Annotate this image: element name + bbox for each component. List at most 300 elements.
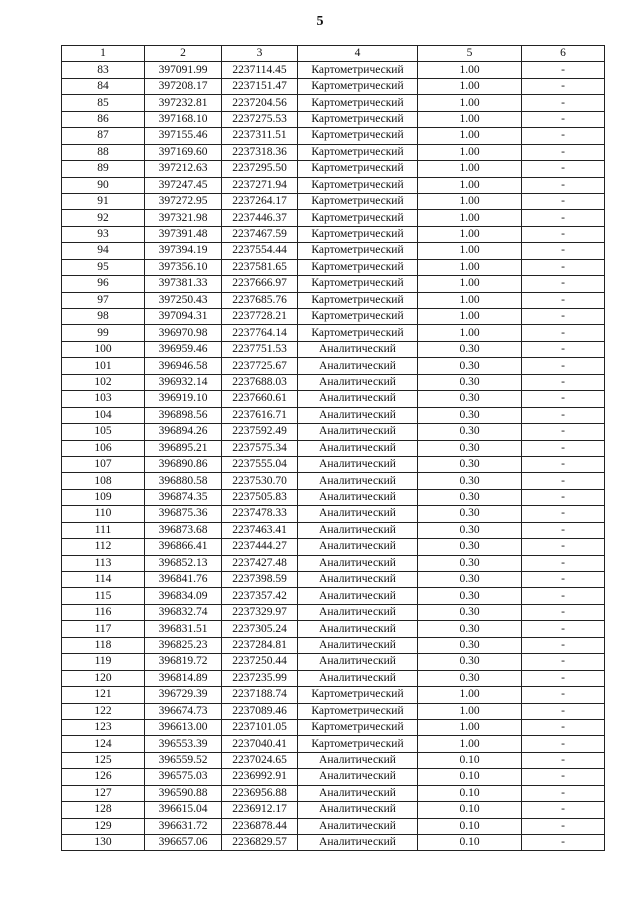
method-cell: Картометрический: [298, 736, 418, 752]
method-cell: Аналитический: [298, 374, 418, 390]
accuracy-cell: 1.00: [418, 177, 522, 193]
table-row: [62, 835, 605, 851]
method-cell: Аналитический: [298, 604, 418, 620]
accuracy-cell: 0.30: [418, 341, 522, 357]
method-cell: Картометрический: [298, 687, 418, 703]
y-coordinate-cell: 2237444.27: [222, 539, 298, 555]
accuracy-cell: 0.10: [418, 769, 522, 785]
x-coordinate-cell: 396553.39: [145, 736, 222, 752]
note-cell: -: [522, 736, 605, 752]
x-coordinate-cell: 397247.45: [145, 177, 222, 193]
method-cell: Картометрический: [298, 62, 418, 78]
note-cell: -: [522, 95, 605, 111]
y-coordinate-cell: 2237311.51: [222, 128, 298, 144]
point-number-cell: 91: [62, 193, 145, 209]
note-cell: -: [522, 489, 605, 505]
accuracy-cell: 0.30: [418, 506, 522, 522]
table-row: [62, 78, 605, 94]
table-row: [62, 572, 605, 588]
point-number-cell: 124: [62, 736, 145, 752]
x-coordinate-cell: 396559.52: [145, 752, 222, 768]
accuracy-cell: 0.30: [418, 621, 522, 637]
table-row: [62, 473, 605, 489]
table-row: [62, 588, 605, 604]
point-number-cell: 104: [62, 407, 145, 423]
table-row: [62, 325, 605, 341]
point-number-cell: 95: [62, 259, 145, 275]
y-coordinate-cell: 2237688.03: [222, 374, 298, 390]
method-cell: Картометрический: [298, 161, 418, 177]
y-coordinate-cell: 2237295.50: [222, 161, 298, 177]
y-coordinate-cell: 2237318.36: [222, 144, 298, 160]
x-coordinate-cell: 397208.17: [145, 78, 222, 94]
y-coordinate-cell: 2237616.71: [222, 407, 298, 423]
x-coordinate-cell: 397169.60: [145, 144, 222, 160]
note-cell: -: [522, 637, 605, 653]
note-cell: -: [522, 193, 605, 209]
table-row: [62, 111, 605, 127]
y-coordinate-cell: 2237024.65: [222, 752, 298, 768]
note-cell: -: [522, 572, 605, 588]
accuracy-cell: 1.00: [418, 62, 522, 78]
point-number-cell: 121: [62, 687, 145, 703]
header-row: [62, 46, 605, 62]
method-cell: Аналитический: [298, 621, 418, 637]
x-coordinate-cell: 396932.14: [145, 374, 222, 390]
note-cell: -: [522, 456, 605, 472]
note-cell: -: [522, 703, 605, 719]
note-cell: -: [522, 687, 605, 703]
table-row: [62, 309, 605, 325]
accuracy-cell: 1.00: [418, 210, 522, 226]
accuracy-cell: 1.00: [418, 226, 522, 242]
note-cell: -: [522, 276, 605, 292]
x-coordinate-cell: 396866.41: [145, 539, 222, 555]
y-coordinate-cell: 2236992.91: [222, 769, 298, 785]
accuracy-cell: 0.30: [418, 456, 522, 472]
method-cell: Картометрический: [298, 259, 418, 275]
x-coordinate-cell: 396825.23: [145, 637, 222, 653]
table-row: [62, 621, 605, 637]
accuracy-cell: 0.30: [418, 407, 522, 423]
y-coordinate-cell: 2237467.59: [222, 226, 298, 242]
y-coordinate-cell: 2237089.46: [222, 703, 298, 719]
accuracy-cell: 0.30: [418, 654, 522, 670]
y-coordinate-cell: 2237592.49: [222, 424, 298, 440]
accuracy-cell: 0.30: [418, 555, 522, 571]
accuracy-cell: 1.00: [418, 719, 522, 735]
point-number-cell: 103: [62, 391, 145, 407]
accuracy-cell: 0.30: [418, 374, 522, 390]
note-cell: -: [522, 177, 605, 193]
page-number: 5: [316, 14, 324, 29]
point-number-cell: 98: [62, 309, 145, 325]
method-cell: Аналитический: [298, 572, 418, 588]
y-coordinate-cell: 2237478.33: [222, 506, 298, 522]
method-cell: Аналитический: [298, 835, 418, 851]
table-row: [62, 539, 605, 555]
method-cell: Картометрический: [298, 177, 418, 193]
point-number-cell: 115: [62, 588, 145, 604]
method-cell: Аналитический: [298, 637, 418, 653]
x-coordinate-cell: 396674.73: [145, 703, 222, 719]
point-number-cell: 117: [62, 621, 145, 637]
x-coordinate-cell: 396873.68: [145, 522, 222, 538]
accuracy-cell: 1.00: [418, 111, 522, 127]
accuracy-cell: 0.30: [418, 604, 522, 620]
accuracy-cell: 0.30: [418, 358, 522, 374]
method-cell: Аналитический: [298, 654, 418, 670]
note-cell: -: [522, 752, 605, 768]
y-coordinate-cell: 2237398.59: [222, 572, 298, 588]
table-row: [62, 785, 605, 801]
x-coordinate-cell: 397250.43: [145, 292, 222, 308]
method-cell: Аналитический: [298, 588, 418, 604]
method-cell: Аналитический: [298, 802, 418, 818]
note-cell: -: [522, 210, 605, 226]
point-number-cell: 123: [62, 719, 145, 735]
header-cell-5: 5: [418, 46, 522, 62]
point-number-cell: 127: [62, 785, 145, 801]
x-coordinate-cell: 396946.58: [145, 358, 222, 374]
accuracy-cell: 0.30: [418, 522, 522, 538]
point-number-cell: 88: [62, 144, 145, 160]
table-row: [62, 259, 605, 275]
point-number-cell: 90: [62, 177, 145, 193]
accuracy-cell: 1.00: [418, 128, 522, 144]
method-cell: Аналитический: [298, 670, 418, 686]
y-coordinate-cell: 2237305.24: [222, 621, 298, 637]
table-row: [62, 226, 605, 242]
accuracy-cell: 1.00: [418, 144, 522, 160]
y-coordinate-cell: 2237751.53: [222, 341, 298, 357]
accuracy-cell: 1.00: [418, 161, 522, 177]
x-coordinate-cell: 396615.04: [145, 802, 222, 818]
point-number-cell: 122: [62, 703, 145, 719]
x-coordinate-cell: 397212.63: [145, 161, 222, 177]
y-coordinate-cell: 2237188.74: [222, 687, 298, 703]
x-coordinate-cell: 397094.31: [145, 309, 222, 325]
note-cell: -: [522, 785, 605, 801]
point-number-cell: 118: [62, 637, 145, 653]
point-number-cell: 109: [62, 489, 145, 505]
x-coordinate-cell: 396613.00: [145, 719, 222, 735]
accuracy-cell: 1.00: [418, 78, 522, 94]
note-cell: -: [522, 243, 605, 259]
y-coordinate-cell: 2236829.57: [222, 835, 298, 851]
note-cell: -: [522, 769, 605, 785]
point-number-cell: 106: [62, 440, 145, 456]
point-number-cell: 126: [62, 769, 145, 785]
accuracy-cell: 0.30: [418, 440, 522, 456]
x-coordinate-cell: 397232.81: [145, 95, 222, 111]
note-cell: -: [522, 226, 605, 242]
table-row: [62, 604, 605, 620]
accuracy-cell: 0.30: [418, 539, 522, 555]
x-coordinate-cell: 396834.09: [145, 588, 222, 604]
table-row: [62, 210, 605, 226]
header-cell-3: 3: [222, 46, 298, 62]
point-number-cell: 97: [62, 292, 145, 308]
point-number-cell: 85: [62, 95, 145, 111]
table-row: [62, 161, 605, 177]
x-coordinate-cell: 397394.19: [145, 243, 222, 259]
point-number-cell: 112: [62, 539, 145, 555]
method-cell: Картометрический: [298, 78, 418, 94]
table-row: [62, 374, 605, 390]
accuracy-cell: 1.00: [418, 736, 522, 752]
method-cell: Картометрический: [298, 210, 418, 226]
point-number-cell: 116: [62, 604, 145, 620]
note-cell: -: [522, 62, 605, 78]
table-row: [62, 802, 605, 818]
x-coordinate-cell: 397391.48: [145, 226, 222, 242]
y-coordinate-cell: 2237329.97: [222, 604, 298, 620]
y-coordinate-cell: 2237530.70: [222, 473, 298, 489]
note-cell: -: [522, 424, 605, 440]
x-coordinate-cell: 396852.13: [145, 555, 222, 571]
note-cell: -: [522, 292, 605, 308]
table-row: [62, 703, 605, 719]
point-number-cell: 83: [62, 62, 145, 78]
point-number-cell: 94: [62, 243, 145, 259]
accuracy-cell: 1.00: [418, 309, 522, 325]
note-cell: -: [522, 621, 605, 637]
y-coordinate-cell: 2237235.99: [222, 670, 298, 686]
table-row: [62, 654, 605, 670]
table-row: [62, 752, 605, 768]
method-cell: Картометрический: [298, 292, 418, 308]
y-coordinate-cell: 2237660.61: [222, 391, 298, 407]
x-coordinate-cell: 396895.21: [145, 440, 222, 456]
table-row: [62, 144, 605, 160]
table-row: [62, 193, 605, 209]
x-coordinate-cell: 396894.26: [145, 424, 222, 440]
x-coordinate-cell: 396919.10: [145, 391, 222, 407]
table-row: [62, 670, 605, 686]
table-header: [62, 46, 605, 62]
y-coordinate-cell: 2237357.42: [222, 588, 298, 604]
note-cell: -: [522, 161, 605, 177]
note-cell: -: [522, 539, 605, 555]
y-coordinate-cell: 2237151.47: [222, 78, 298, 94]
note-cell: -: [522, 522, 605, 538]
note-cell: -: [522, 835, 605, 851]
method-cell: Картометрический: [298, 144, 418, 160]
y-coordinate-cell: 2237275.53: [222, 111, 298, 127]
x-coordinate-cell: 396841.76: [145, 572, 222, 588]
header-cell-1: 1: [62, 46, 145, 62]
accuracy-cell: 0.30: [418, 572, 522, 588]
y-coordinate-cell: 2236878.44: [222, 818, 298, 834]
method-cell: Аналитический: [298, 539, 418, 555]
accuracy-cell: 0.30: [418, 424, 522, 440]
point-number-cell: 101: [62, 358, 145, 374]
table-row: [62, 276, 605, 292]
method-cell: Картометрический: [298, 703, 418, 719]
point-number-cell: 111: [62, 522, 145, 538]
point-number-cell: 86: [62, 111, 145, 127]
method-cell: Картометрический: [298, 226, 418, 242]
note-cell: -: [522, 78, 605, 94]
y-coordinate-cell: 2237114.45: [222, 62, 298, 78]
method-cell: Картометрический: [298, 276, 418, 292]
y-coordinate-cell: 2236912.17: [222, 802, 298, 818]
table-row: [62, 292, 605, 308]
note-cell: -: [522, 440, 605, 456]
x-coordinate-cell: 396970.98: [145, 325, 222, 341]
x-coordinate-cell: 397091.99: [145, 62, 222, 78]
x-coordinate-cell: 396959.46: [145, 341, 222, 357]
note-cell: -: [522, 555, 605, 571]
method-cell: Аналитический: [298, 769, 418, 785]
point-number-cell: 89: [62, 161, 145, 177]
method-cell: Аналитический: [298, 440, 418, 456]
table-row: [62, 818, 605, 834]
y-coordinate-cell: 2237764.14: [222, 325, 298, 341]
y-coordinate-cell: 2237555.04: [222, 456, 298, 472]
note-cell: -: [522, 128, 605, 144]
method-cell: Картометрический: [298, 193, 418, 209]
x-coordinate-cell: 396657.06: [145, 835, 222, 851]
note-cell: -: [522, 719, 605, 735]
accuracy-cell: 0.10: [418, 818, 522, 834]
x-coordinate-cell: 396729.39: [145, 687, 222, 703]
table-row: [62, 440, 605, 456]
method-cell: Аналитический: [298, 555, 418, 571]
accuracy-cell: 1.00: [418, 259, 522, 275]
x-coordinate-cell: 397356.10: [145, 259, 222, 275]
point-number-cell: 114: [62, 572, 145, 588]
accuracy-cell: 1.00: [418, 292, 522, 308]
method-cell: Аналитический: [298, 752, 418, 768]
method-cell: Аналитический: [298, 473, 418, 489]
accuracy-cell: 0.30: [418, 489, 522, 505]
x-coordinate-cell: 396814.89: [145, 670, 222, 686]
accuracy-cell: 1.00: [418, 703, 522, 719]
x-coordinate-cell: 396590.88: [145, 785, 222, 801]
header-cell-6: 6: [522, 46, 605, 62]
accuracy-cell: 1.00: [418, 95, 522, 111]
note-cell: -: [522, 604, 605, 620]
y-coordinate-cell: 2237427.48: [222, 555, 298, 571]
point-number-cell: 108: [62, 473, 145, 489]
table-row: [62, 736, 605, 752]
x-coordinate-cell: 397155.46: [145, 128, 222, 144]
point-number-cell: 84: [62, 78, 145, 94]
table-row: [62, 358, 605, 374]
point-number-cell: 129: [62, 818, 145, 834]
method-cell: Аналитический: [298, 489, 418, 505]
y-coordinate-cell: 2237040.41: [222, 736, 298, 752]
table-row: [62, 391, 605, 407]
table-row: [62, 687, 605, 703]
point-number-cell: 96: [62, 276, 145, 292]
x-coordinate-cell: 396875.36: [145, 506, 222, 522]
accuracy-cell: 0.30: [418, 473, 522, 489]
method-cell: Аналитический: [298, 341, 418, 357]
y-coordinate-cell: 2237666.97: [222, 276, 298, 292]
y-coordinate-cell: 2237264.17: [222, 193, 298, 209]
accuracy-cell: 0.30: [418, 637, 522, 653]
note-cell: -: [522, 473, 605, 489]
table-row: [62, 128, 605, 144]
y-coordinate-cell: 2237728.21: [222, 309, 298, 325]
note-cell: -: [522, 588, 605, 604]
method-cell: Аналитический: [298, 506, 418, 522]
x-coordinate-cell: 397381.33: [145, 276, 222, 292]
table-row: [62, 424, 605, 440]
x-coordinate-cell: 396832.74: [145, 604, 222, 620]
accuracy-cell: 1.00: [418, 325, 522, 341]
point-number-cell: 128: [62, 802, 145, 818]
x-coordinate-cell: 397272.95: [145, 193, 222, 209]
table-row: [62, 555, 605, 571]
table-row: [62, 407, 605, 423]
x-coordinate-cell: 396880.58: [145, 473, 222, 489]
note-cell: -: [522, 802, 605, 818]
table-row: [62, 95, 605, 111]
note-cell: -: [522, 111, 605, 127]
table-row: [62, 456, 605, 472]
table-row: [62, 506, 605, 522]
point-number-cell: 120: [62, 670, 145, 686]
point-number-cell: 130: [62, 835, 145, 851]
accuracy-cell: 0.10: [418, 752, 522, 768]
x-coordinate-cell: 396874.35: [145, 489, 222, 505]
method-cell: Картометрический: [298, 325, 418, 341]
y-coordinate-cell: 2237101.05: [222, 719, 298, 735]
accuracy-cell: 0.30: [418, 391, 522, 407]
method-cell: Аналитический: [298, 456, 418, 472]
point-number-cell: 100: [62, 341, 145, 357]
method-cell: Картометрический: [298, 243, 418, 259]
table-row: [62, 719, 605, 735]
note-cell: -: [522, 325, 605, 341]
x-coordinate-cell: 396898.56: [145, 407, 222, 423]
y-coordinate-cell: 2237463.41: [222, 522, 298, 538]
accuracy-cell: 0.10: [418, 802, 522, 818]
y-coordinate-cell: 2237250.44: [222, 654, 298, 670]
point-number-cell: 113: [62, 555, 145, 571]
table-body: [62, 62, 605, 851]
y-coordinate-cell: 2237446.37: [222, 210, 298, 226]
accuracy-cell: 1.00: [418, 243, 522, 259]
table-row: [62, 341, 605, 357]
accuracy-cell: 0.30: [418, 588, 522, 604]
method-cell: Картометрический: [298, 719, 418, 735]
x-coordinate-cell: 396819.72: [145, 654, 222, 670]
y-coordinate-cell: 2236956.88: [222, 785, 298, 801]
note-cell: -: [522, 654, 605, 670]
accuracy-cell: 0.10: [418, 835, 522, 851]
method-cell: Аналитический: [298, 818, 418, 834]
x-coordinate-cell: 396890.86: [145, 456, 222, 472]
y-coordinate-cell: 2237725.67: [222, 358, 298, 374]
note-cell: -: [522, 506, 605, 522]
note-cell: -: [522, 309, 605, 325]
y-coordinate-cell: 2237204.56: [222, 95, 298, 111]
x-coordinate-cell: 396831.51: [145, 621, 222, 637]
accuracy-cell: 1.00: [418, 193, 522, 209]
point-number-cell: 87: [62, 128, 145, 144]
accuracy-cell: 0.30: [418, 670, 522, 686]
note-cell: -: [522, 391, 605, 407]
note-cell: -: [522, 259, 605, 275]
table-row: [62, 489, 605, 505]
note-cell: -: [522, 407, 605, 423]
method-cell: Картометрический: [298, 95, 418, 111]
